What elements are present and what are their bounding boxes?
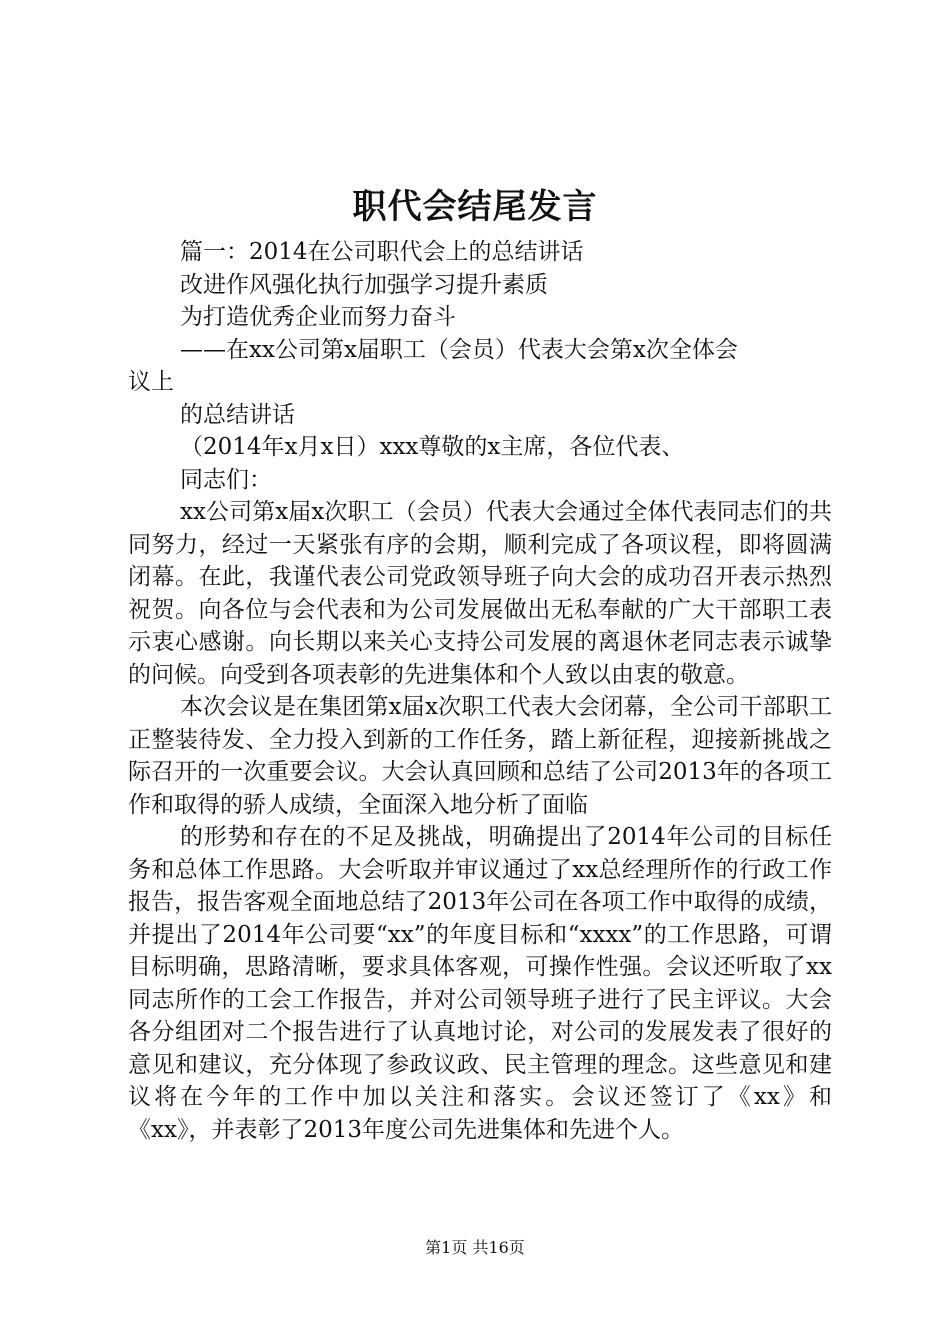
page-footer: 第1页 共16页 [425,1238,525,1257]
header-line: 的总结讲话 [180,401,295,428]
body-paragraph: 的形势和存在的不足及挑战，明确提出了2014年公司的目标任务和总体工作思路。大会听取并审议通过了xx总经理所作的行政工作报告，报告客观全面地总结了2013年公司在各项工作中取得的成绩，并提出了2014年公司要“xx”的年度目标和“xxxx”的工作思路，可谓目标明确，思路清晰，要求具体客观，可操作性强。会议还听取了xx同志所作的工会工作报告，并对公司领导班子进行了民主评议。大会各分组团对二个报告进行了认真地讨论，对公司的发展发表了很好的意见和建议，充分体现了参政议政、民主管理的理念。这些意见和建议将在今年的工作中加以关注和落实。会议还签订了《xx》和《xx》，并表彰了2013年度公司先进集体和先进个人。 [128,824,832,1143]
body-paragraph: 本次会议是在集团第x届x次职工代表大会闭幕，全公司干部职工正整装待发、全力投入到新的工作任务，踏上新征程，迎接新挑战之际召开的一次重要会议。大会认真回顾和总结了公司2013年的各项工作和取得的骄人成绩，全面深入地分析了面临 [128,694,832,818]
header-line: ——在xx公司第x届职工（会员）代表大会第x次全体会 [180,336,738,363]
header-line: 同志们： [180,466,272,493]
document-body [128,236,832,1146]
header-line: 议上 [128,369,174,395]
body-paragraph: xx公司第x届x次职工（会员）代表大会通过全体代表同志们的共同努力，经过一天紧张有序的会期，顺利完成了各项议程，即将圆满闭幕。在此，我谨代表公司党政领导班子向大会的成功召开表示热烈祝贺。向各位与会代表和为公司发展做出无私奉献的广大干部职工表示衷心感谢。向长期以来关心支持公司发展的离退休老同志表示诚挚的问候。向受到各项表彰的先进集体和个人致以由衷的敬意。 [128,499,832,688]
header-line: 改进作风强化执行加强学习提升素质 [180,271,548,298]
document-title: 职代会结尾发言 [352,187,598,227]
header-line: 为打造优秀企业而努力奋斗 [180,304,456,330]
header-line: 篇一：2014在公司职代会上的总结讲话 [180,239,584,265]
header-line: （2014年x月x日）xxx尊敬的x主席，各位代表、 [180,434,685,460]
